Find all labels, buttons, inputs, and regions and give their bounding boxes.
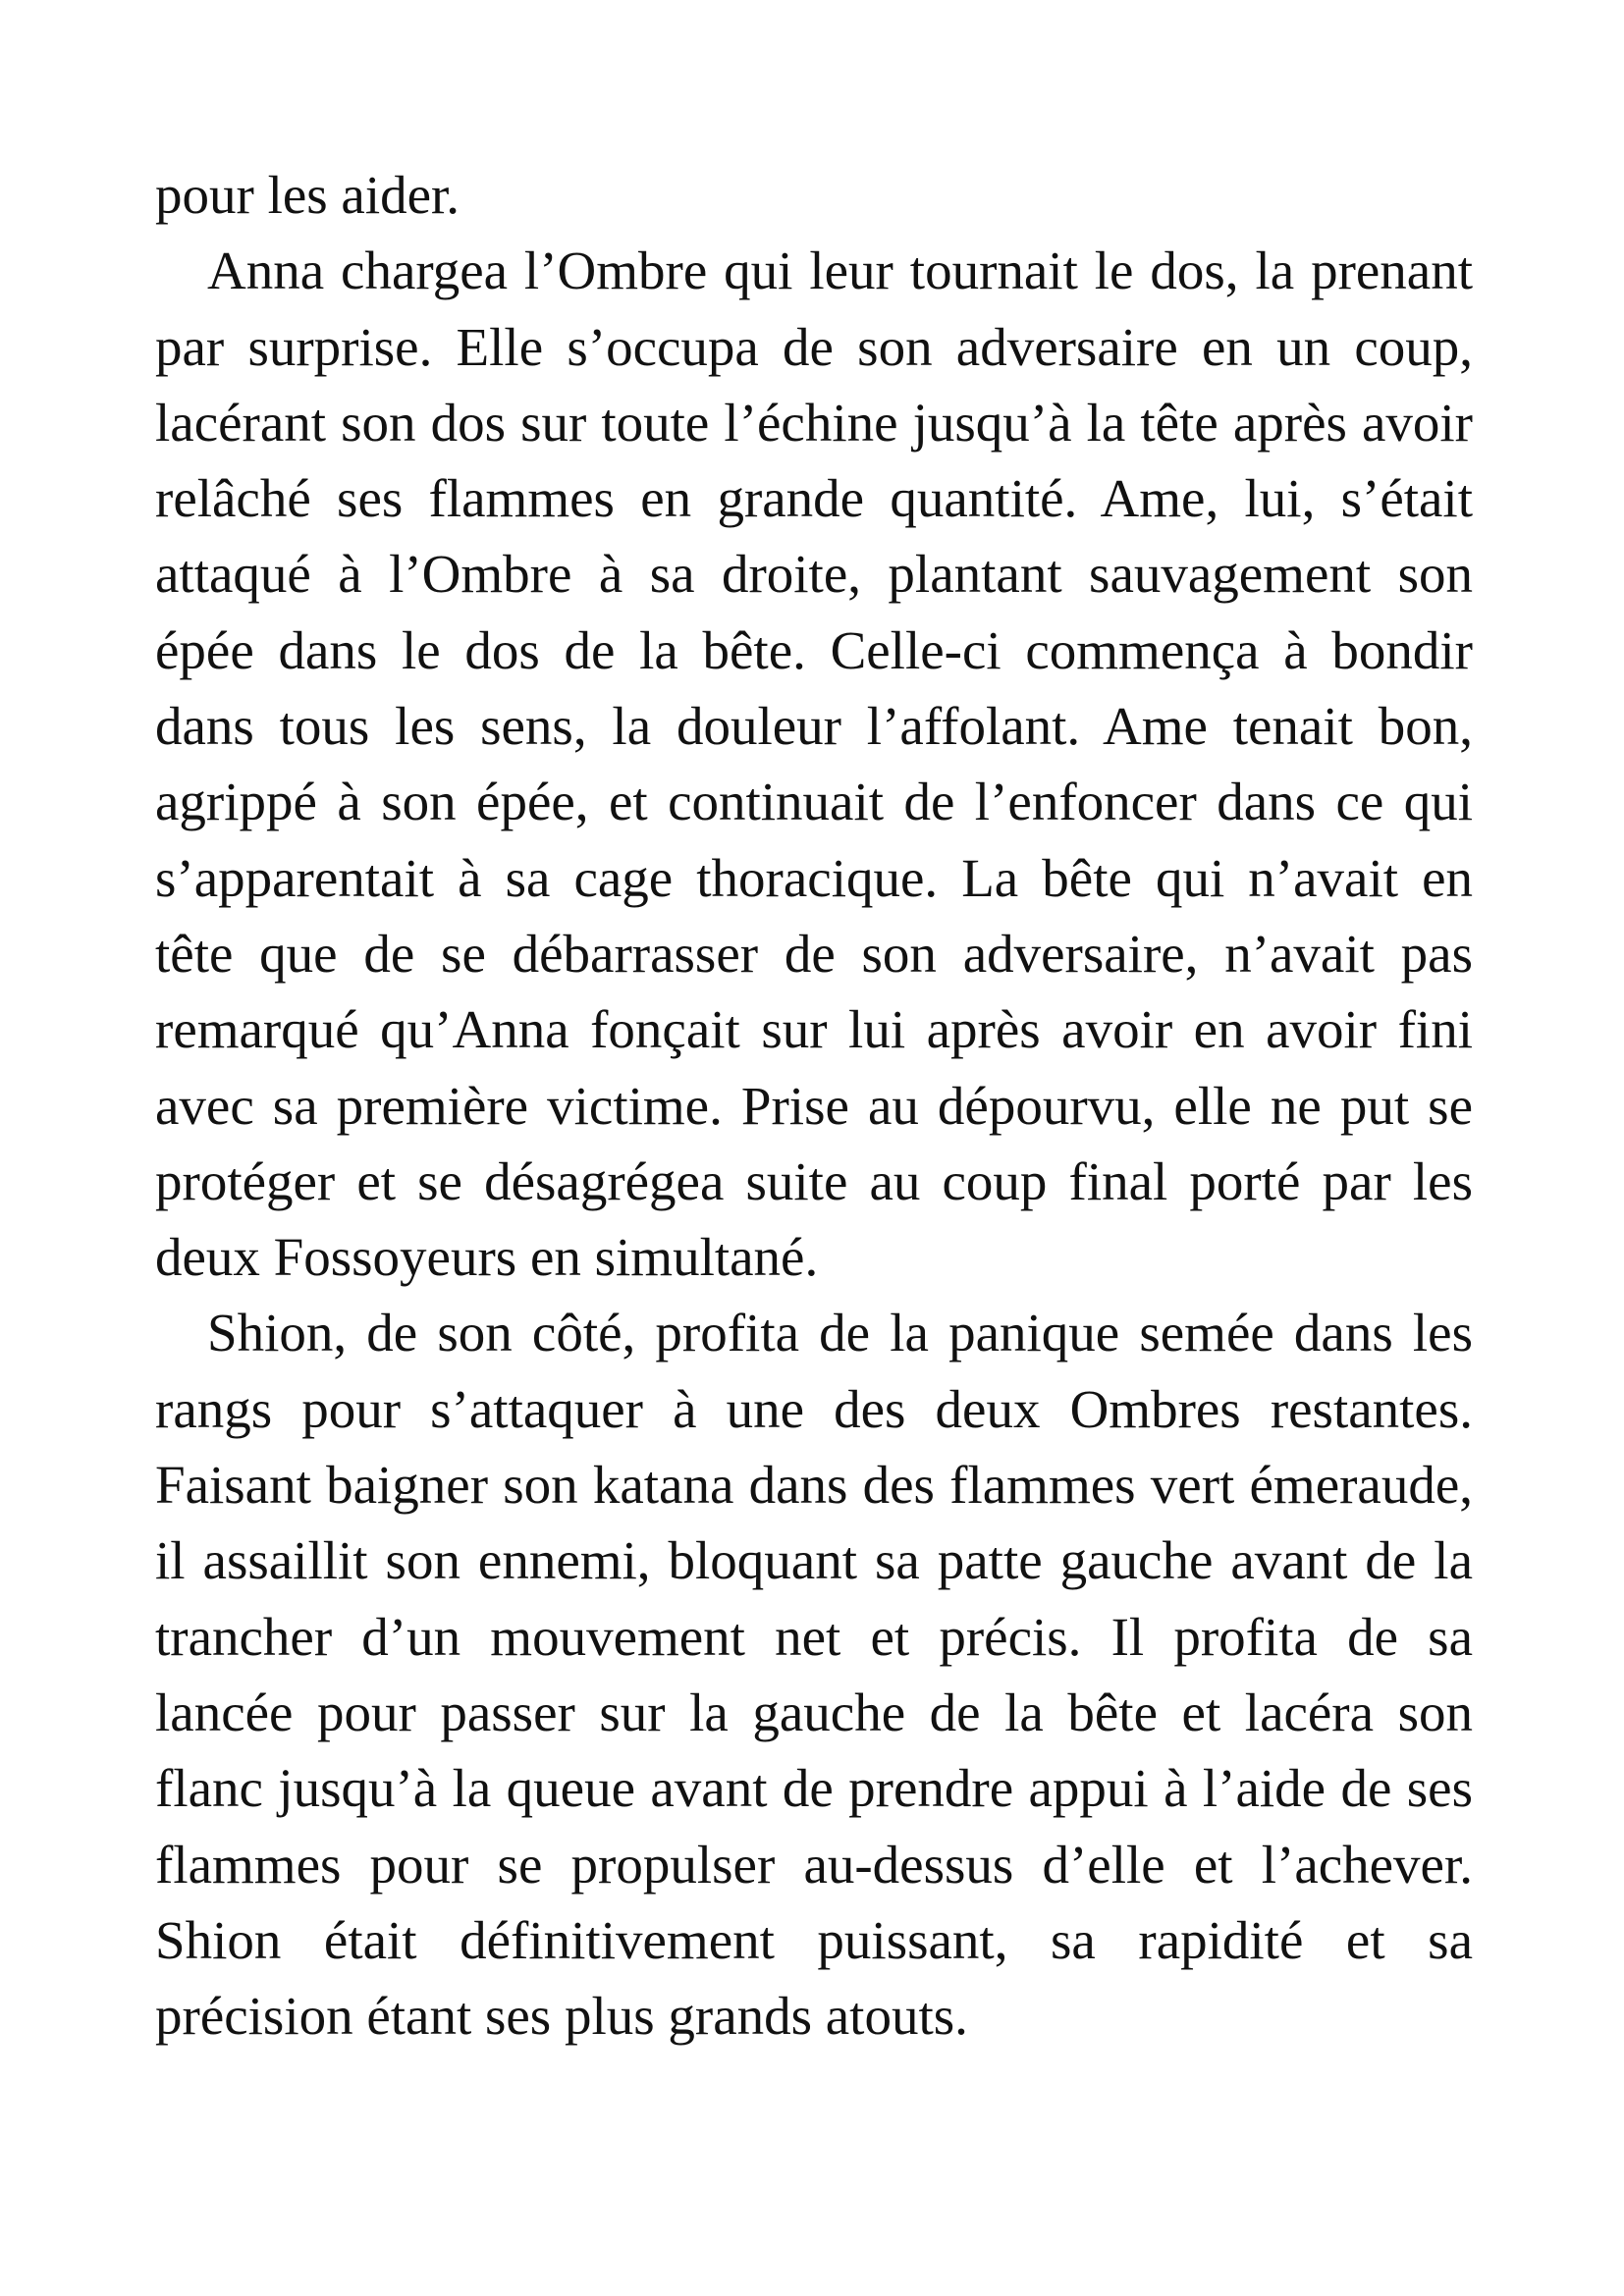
paragraph-continued: pour les aider. xyxy=(155,165,460,225)
paragraph-anna-ame: Anna chargea l’Ombre qui leur tournait le dos, la prenant par surprise. Elle s’occupa de son adversaire en un coup, lacérant son dos sur toute l’échine jusqu’à la tête après avoir relâché ses flammes en grande quantité. Ame, lui, s’était attaqué à l’Ombre à sa droite, plantant sauvagement son épée dans le dos de la bête. Celle-ci commença à bondir dans tous les sens, la douleur l’affolant. Ame tenait bon, agrippé à son épée, et continuait de l’enfoncer dans ce qui s’apparentait à sa cage thoracique. La bête qui n’avait en tête que de se débarrasser de son adversaire, n’avait pas remarqué qu’Anna fonçait sur lui après avoir en avoir fini avec sa première victime. Prise au dépourvu, elle ne put se protéger et se désagrégea suite au coup final porté par les deux Fossoyeurs en simultané. xyxy=(155,240,1473,1288)
book-page xyxy=(155,157,1473,2054)
paragraph-shion: Shion, de son côté, profita de la panique semée dans les rangs pour s’attaquer à une des deux Ombres restantes. Faisant baigner son katana dans des flammes vert émeraude, il assaillit son ennemi, bloquant sa patte gauche avant de la trancher d’un mouvement net et précis. Il profita de sa lancée pour passer sur la gauche de la bête et lacéra son flanc jusqu’à la queue avant de prendre appui à l’aide de ses flammes pour se propulser au-dessus d’elle et l’achever. Shion était définitivement puissant, sa rapidité et sa précision étant ses plus grands atouts. xyxy=(155,1303,1473,2047)
